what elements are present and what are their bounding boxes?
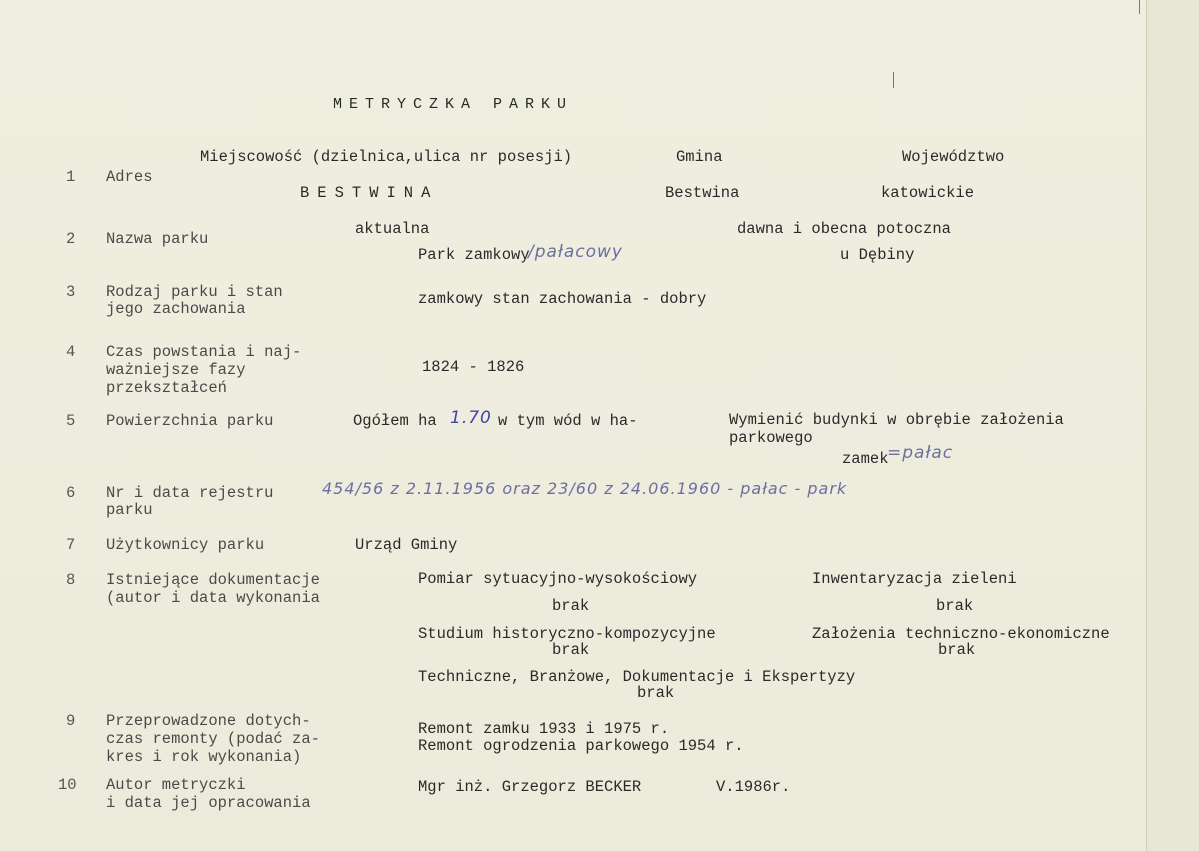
row-label-author-l2: i data jej opracowania bbox=[106, 794, 311, 812]
doc-survey-value: brak bbox=[552, 597, 590, 615]
row-label-period-l2: ważniejsze fazy bbox=[106, 361, 246, 379]
doc-expertise: Techniczne, Branżowe, Dokumentacje i Ekspertyzy bbox=[418, 668, 856, 686]
name-head-current: aktualna bbox=[355, 220, 430, 238]
area-water-label: w tym wód w ha- bbox=[498, 412, 638, 430]
area-total-handwritten: 1.70 bbox=[450, 408, 492, 428]
pencil-mark bbox=[1139, 0, 1140, 14]
row-label-author-l1: Autor metryczki bbox=[106, 776, 246, 794]
row-number: 10 bbox=[58, 776, 77, 794]
building-value: zamek bbox=[842, 450, 889, 468]
row-label-area: Powierzchnia parku bbox=[106, 412, 274, 430]
address-gmina: Bestwina bbox=[665, 184, 740, 202]
row-label-register-l1: Nr i data rejestru bbox=[106, 484, 274, 502]
row-number: 3 bbox=[66, 283, 76, 301]
document-title: METRYCZKA PARKU bbox=[333, 96, 574, 113]
doc-technical-economic-value: brak bbox=[938, 641, 976, 659]
pencil-mark bbox=[893, 72, 894, 88]
row-number: 7 bbox=[66, 536, 76, 554]
address-col1-head: Miejscowość (dzielnica,ulica nr posesji) bbox=[200, 148, 573, 166]
park-type-value: zamkowy stan zachowania - dobry bbox=[418, 290, 707, 308]
doc-technical-economic: Założenia techniczno-ekonomiczne bbox=[812, 625, 1110, 643]
doc-historical: Studium historyczno-kompozycyjne bbox=[418, 625, 716, 643]
doc-greenery-value: brak bbox=[936, 597, 974, 615]
address-col3-head: Województwo bbox=[902, 148, 1005, 166]
address-col2-head: Gmina bbox=[676, 148, 723, 166]
building-handwritten: =pałac bbox=[887, 443, 954, 463]
doc-historical-value: brak bbox=[552, 641, 590, 659]
address-voivodeship: katowickie bbox=[881, 184, 975, 202]
row-label-docs-l2: (autor i data wykonania bbox=[106, 589, 320, 607]
row-label-period-l3: przekształceń bbox=[106, 379, 227, 397]
row-label-docs-l1: Istniejące dokumentacje bbox=[106, 571, 320, 589]
author-date: V.1986r. bbox=[716, 778, 791, 796]
name-head-former: dawna i obecna potoczna bbox=[737, 220, 951, 238]
row-number: 8 bbox=[66, 571, 76, 589]
author-name: Mgr inż. Grzegorz BECKER bbox=[418, 778, 642, 796]
handwritten-annotation: /pałacowy bbox=[528, 242, 623, 262]
row-number: 6 bbox=[66, 484, 76, 502]
buildings-label-l2: parkowego bbox=[729, 429, 813, 447]
register-handwritten: 454/56 z 2.11.1956 oraz 23/60 z 24.06.1960 - pałac - park bbox=[322, 479, 848, 498]
row-label-period-l1: Czas powstania i naj- bbox=[106, 343, 302, 361]
renovation-fence: Remont ogrodzenia parkowego 1954 r. bbox=[418, 737, 744, 755]
doc-survey: Pomiar sytuacyjno-wysokościowy bbox=[418, 570, 698, 588]
row-number: 5 bbox=[66, 412, 76, 430]
row-number: 2 bbox=[66, 230, 76, 248]
doc-expertise-value: brak bbox=[637, 684, 675, 702]
period-value: 1824 - 1826 bbox=[422, 358, 525, 376]
buildings-label-l1: Wymienić budynki w obrębie założenia bbox=[729, 411, 1064, 429]
park-name-former: u Dębiny bbox=[840, 246, 915, 264]
row-label-users: Użytkownicy parku bbox=[106, 536, 265, 554]
row-number: 9 bbox=[66, 712, 76, 730]
row-label-renovations-l2: czas remonty (podać za- bbox=[106, 730, 320, 748]
row-label-register-l2: parku bbox=[106, 501, 153, 519]
renovation-castle: Remont zamku 1933 i 1975 r. bbox=[418, 720, 670, 738]
doc-greenery: Inwentaryzacja zieleni bbox=[812, 570, 1017, 588]
row-number: 1 bbox=[66, 168, 76, 186]
row-label-address: Adres bbox=[106, 168, 153, 186]
park-name-current: Park zamkowy bbox=[418, 246, 530, 264]
row-label-renovations-l3: kres i rok wykonania) bbox=[106, 748, 302, 766]
row-label-type-l1: Rodzaj parku i stan bbox=[106, 283, 283, 301]
users-value: Urząd Gminy bbox=[355, 536, 458, 554]
address-city: BESTWINA bbox=[300, 184, 439, 202]
row-label-type-l2: jego zachowania bbox=[106, 300, 246, 318]
area-total-label: Ogółem ha bbox=[353, 412, 437, 430]
row-label-park-name: Nazwa parku bbox=[106, 230, 209, 248]
row-number: 4 bbox=[66, 343, 76, 361]
paper-edge bbox=[1146, 0, 1199, 851]
row-label-renovations-l1: Przeprowadzone dotych- bbox=[106, 712, 311, 730]
